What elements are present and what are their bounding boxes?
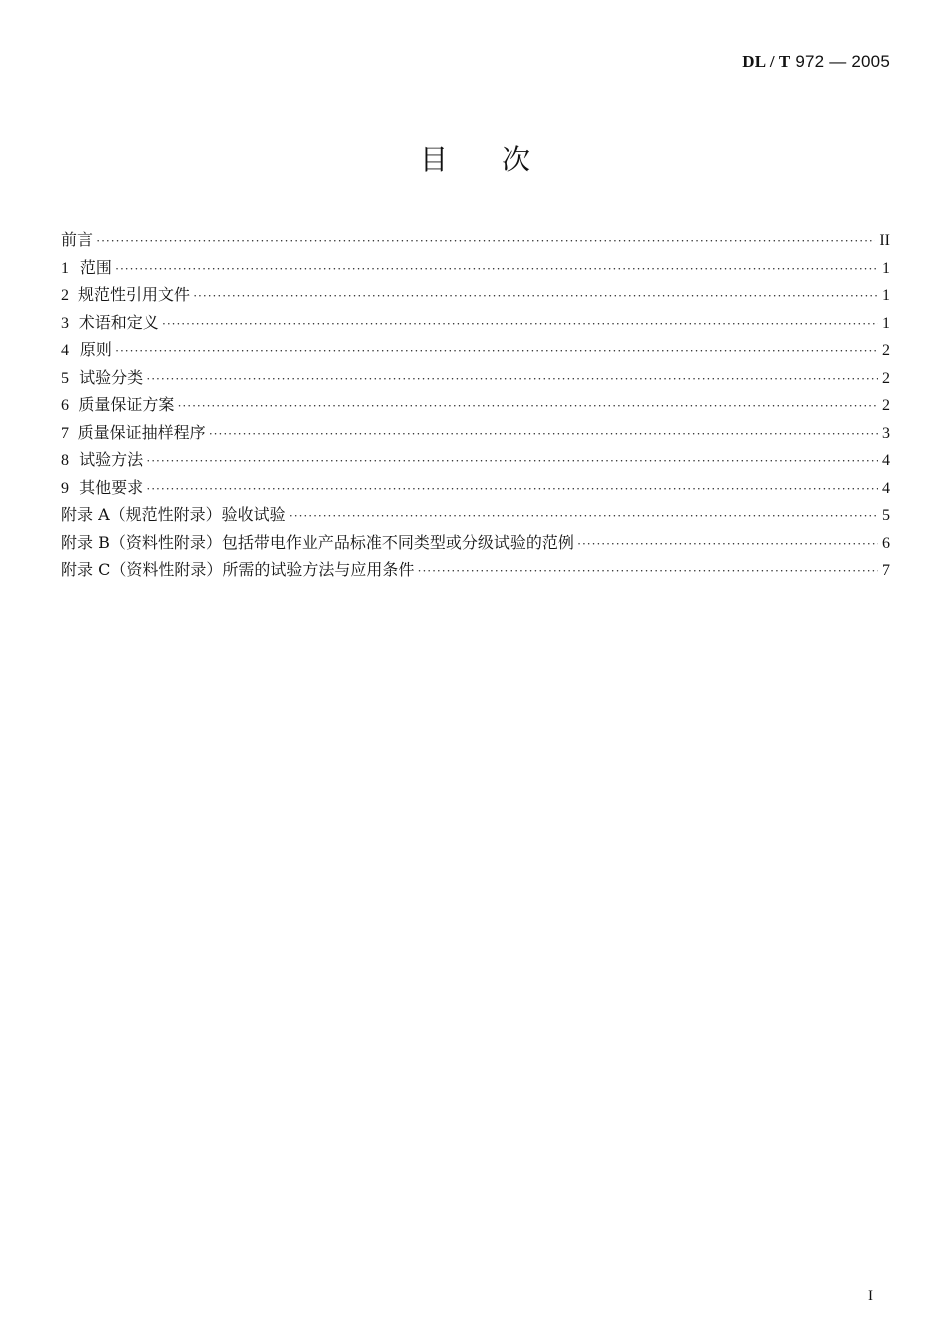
toc-entry-label: 质量保证抽样程序 [77, 422, 206, 442]
toc-dot-leader [146, 475, 878, 503]
toc-entry-number: 9 [61, 479, 69, 497]
toc-entry-page: 5 [882, 507, 890, 524]
table-of-contents [61, 226, 890, 584]
toc-entry[interactable] [61, 364, 890, 392]
toc-entry-number: 8 [61, 452, 69, 469]
toc-entry-page: 1 [882, 259, 890, 277]
toc-dot-leader [193, 282, 878, 310]
toc-entry-number: 1 [61, 259, 69, 277]
toc-dot-leader [209, 420, 878, 448]
toc-entry-page: 7 [882, 562, 890, 579]
toc-dot-leader [146, 365, 878, 393]
document-code-prefix: DL / T [742, 52, 791, 71]
toc-dot-leader [417, 557, 878, 585]
toc-entry-page: 2 [882, 342, 890, 359]
page-title-char-1: 目 [419, 143, 448, 176]
toc-entry-label: 试验方法 [79, 450, 144, 469]
document-code [742, 52, 890, 72]
toc-entry[interactable] [61, 474, 890, 502]
footer-page-number: I [868, 1288, 873, 1304]
toc-entry-page: 2 [882, 369, 890, 387]
toc-entry[interactable] [61, 336, 890, 364]
toc-entry-number: 3 [61, 314, 69, 332]
toc-entry-label: 范围 [79, 257, 112, 277]
toc-entry[interactable] [61, 446, 890, 474]
toc-entry[interactable] [61, 226, 890, 254]
toc-entry-appendix-prefix: 附录 C（资料性附录） [61, 560, 223, 579]
toc-entry-label: 包括带电作业产品标准不同类型或分级试验的范例 [221, 532, 574, 552]
toc-entry-appendix-prefix: 附录 B（资料性附录） [61, 532, 222, 552]
toc-dot-leader [177, 392, 878, 420]
toc-entry-label: 术语和定义 [78, 312, 159, 332]
page-title [0, 138, 950, 178]
toc-dot-leader [577, 530, 878, 558]
toc-entry[interactable] [61, 501, 890, 529]
toc-entry[interactable] [61, 419, 890, 447]
toc-entry-page: 4 [882, 479, 890, 497]
toc-entry-page: 1 [882, 287, 890, 304]
toc-entry-label: 试验分类 [79, 367, 144, 387]
toc-entry-label: 质量保证方案 [78, 395, 175, 414]
toc-entry[interactable] [61, 556, 890, 584]
toc-entry-page: 2 [882, 397, 890, 414]
toc-entry-number: 7 [61, 424, 69, 442]
toc-entry-page: 6 [882, 534, 890, 552]
toc-entry[interactable] [61, 281, 890, 309]
toc-dot-leader [146, 447, 878, 475]
toc-dot-leader [96, 227, 875, 255]
toc-entry[interactable] [61, 254, 890, 282]
toc-entry-appendix-prefix: 附录 A（规范性附录） [61, 505, 222, 524]
toc-entry-number: 5 [61, 369, 69, 387]
toc-entry-number: 6 [61, 397, 69, 414]
toc-entry-page: 3 [882, 424, 890, 442]
toc-entry-label: 其他要求 [79, 477, 144, 497]
toc-entry-page: II [879, 232, 890, 249]
page-title-char-2: 次 [502, 143, 531, 176]
toc-entry-label: 原则 [79, 340, 112, 359]
toc-dot-leader [115, 255, 878, 283]
toc-dot-leader [115, 337, 878, 365]
toc-entry[interactable] [61, 529, 890, 557]
toc-entry-label: 验收试验 [221, 505, 286, 524]
toc-dot-leader [162, 310, 878, 338]
toc-entry-label: 规范性引用文件 [77, 285, 190, 304]
toc-entry-page: 1 [882, 314, 890, 332]
toc-entry-label: 前言 [61, 230, 94, 249]
toc-entry-page: 4 [882, 452, 890, 469]
toc-entry-label: 所需的试验方法与应用条件 [222, 560, 415, 579]
toc-dot-leader [289, 502, 878, 530]
document-code-number: 972 — 2005 [790, 52, 890, 71]
toc-entry-number: 2 [61, 287, 69, 304]
toc-entry-number: 4 [61, 342, 69, 359]
toc-entry[interactable] [61, 309, 890, 337]
toc-entry[interactable] [61, 391, 890, 419]
